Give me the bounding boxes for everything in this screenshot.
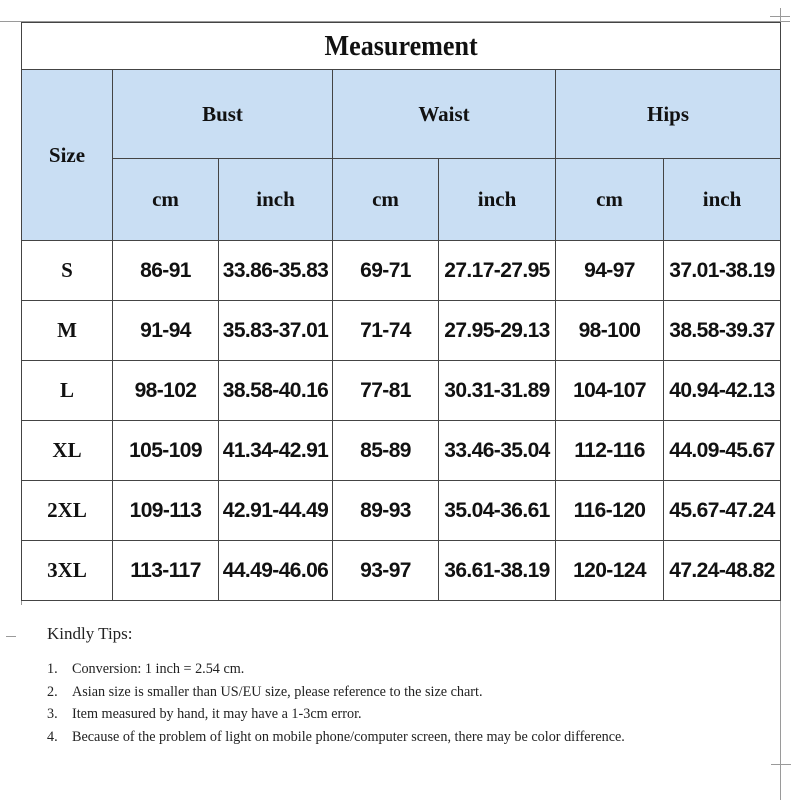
value-cell: 98-100 (556, 301, 664, 361)
unit-header: cm (556, 159, 664, 241)
value-cell: 27.17-27.95 (439, 241, 556, 301)
tip-text: Item measured by hand, it may have a 1-3cm error. (72, 706, 362, 722)
value-cell: 120-124 (556, 541, 664, 601)
value-cell: 93-97 (333, 541, 439, 601)
tip-item (47, 703, 767, 726)
frame-mark-left (6, 636, 16, 637)
tip-item (47, 681, 767, 704)
value-cell: 38.58-39.37 (664, 301, 781, 361)
value-cell: 109-113 (113, 481, 219, 541)
table-row (22, 361, 781, 421)
table-title (22, 23, 781, 70)
value-cell: 47.24-48.82 (664, 541, 781, 601)
tip-number: 2. (47, 683, 58, 700)
value-cell: 44.49-46.06 (219, 541, 333, 601)
unit-header: cm (333, 159, 439, 241)
tips-title: Kindly Tips: (47, 624, 133, 643)
table-row (22, 421, 781, 481)
size-cell: XL (22, 421, 113, 481)
value-cell: 42.91-44.49 (219, 481, 333, 541)
value-cell: 85-89 (333, 421, 439, 481)
value-cell: 45.67-47.24 (664, 481, 781, 541)
unit-header: inch (439, 159, 556, 241)
tip-item (47, 658, 767, 681)
tip-text: Conversion: 1 inch = 2.54 cm. (72, 661, 245, 677)
value-cell: 94-97 (556, 241, 664, 301)
frame-mark-bottom (771, 764, 791, 765)
size-cell: M (22, 301, 113, 361)
tip-number: 1. (47, 661, 58, 677)
value-cell: 30.31-31.89 (439, 361, 556, 421)
table-row (22, 481, 781, 541)
unit-header: inch (219, 159, 333, 241)
tip-number: 3. (47, 706, 58, 722)
table-row (22, 301, 781, 361)
tip-text: Asian size is smaller than US/EU size, please reference to the size chart. (72, 683, 483, 700)
table-title-text: Measurement (324, 29, 478, 62)
tip-text: Because of the problem of light on mobile phone/computer screen, there may be color difference. (72, 728, 625, 745)
value-cell: 44.09-45.67 (664, 421, 781, 481)
value-cell: 33.86-35.83 (219, 241, 333, 301)
hips-group-header: Hips (556, 70, 781, 159)
value-cell: 40.94-42.13 (664, 361, 781, 421)
size-chart-table (21, 22, 781, 601)
value-cell: 113-117 (113, 541, 219, 601)
value-cell: 112-116 (556, 421, 664, 481)
size-cell: 3XL (22, 541, 113, 601)
kindly-tips (47, 624, 767, 748)
table-row (22, 241, 781, 301)
value-cell: 91-94 (113, 301, 219, 361)
value-cell: 33.46-35.04 (439, 421, 556, 481)
value-cell: 37.01-38.19 (664, 241, 781, 301)
value-cell: 116-120 (556, 481, 664, 541)
value-cell: 104-107 (556, 361, 664, 421)
table-row (22, 541, 781, 601)
size-cell: S (22, 241, 113, 301)
value-cell: 35.83-37.01 (219, 301, 333, 361)
unit-header: inch (664, 159, 781, 241)
value-cell: 89-93 (333, 481, 439, 541)
value-cell: 41.34-42.91 (219, 421, 333, 481)
value-cell: 69-71 (333, 241, 439, 301)
size-column-header: Size (22, 70, 113, 241)
frame-mark-top (770, 16, 790, 17)
unit-header: cm (113, 159, 219, 241)
tip-number: 4. (47, 728, 58, 745)
value-cell: 71-74 (333, 301, 439, 361)
value-cell: 35.04-36.61 (439, 481, 556, 541)
waist-group-header: Waist (333, 70, 556, 159)
value-cell: 105-109 (113, 421, 219, 481)
value-cell: 36.61-38.19 (439, 541, 556, 601)
value-cell: 77-81 (333, 361, 439, 421)
value-cell: 86-91 (113, 241, 219, 301)
tip-item (47, 726, 767, 749)
value-cell: 27.95-29.13 (439, 301, 556, 361)
size-cell: L (22, 361, 113, 421)
bust-group-header: Bust (113, 70, 333, 159)
value-cell: 38.58-40.16 (219, 361, 333, 421)
value-cell: 98-102 (113, 361, 219, 421)
size-cell: 2XL (22, 481, 113, 541)
